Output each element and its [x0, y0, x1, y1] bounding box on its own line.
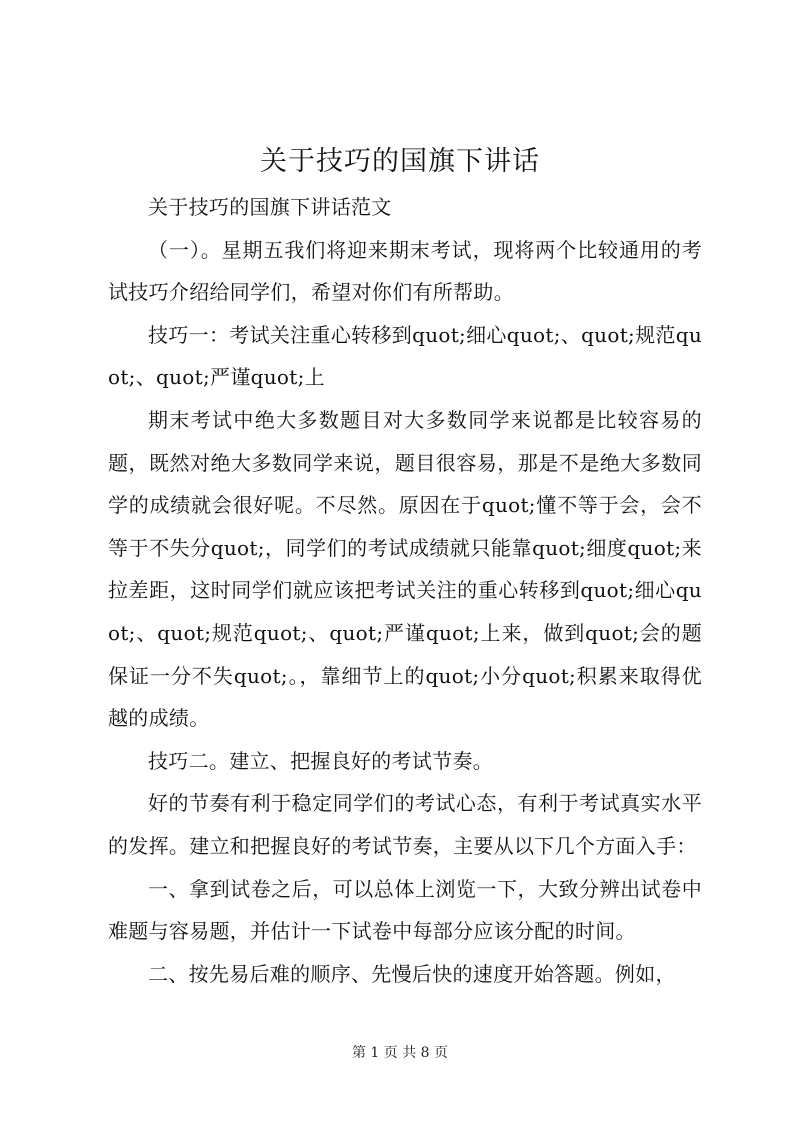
- page-footer: 第 1 页 共 8 页: [351, 1045, 449, 1061]
- paragraph-intro: （一）。星期五我们将迎来期末考试，现将两个比较通用的考试技巧介绍给同学们，希望对你们有所帮助。: [108, 237, 702, 305]
- paragraph-tip-two-heading: 技巧二。建立、把握良好的考试节奏。: [148, 748, 494, 773]
- paragraph-subtitle: 关于技巧的国旗下讲话范文: [148, 195, 392, 219]
- paragraph-step-one: 一、拿到试卷之后，可以总体上浏览一下，大致分辨出试卷中难题与容易题，并估计一下试卷中每部分应该分配的时间。: [108, 876, 702, 944]
- document-body: [108, 186, 702, 995]
- paragraph-step-two: 二、按先易后难的顺序、先慢后快的速度开始答题。例如，: [148, 961, 676, 986]
- paragraph-tip-one-body: 期末考试中绝大多数题目对大多数同学来说都是比较容易的题，既然对绝大多数同学来说，题目很容易，那是不是绝大多数同学的成绩就会很好呢。不尽然。原因在于quot;懂不等于会，会不等于不失分quot;，同学们的考试成绩就只能靠quot;细度quot;来拉差距，这时同学们就应该把考试关注的重心转移到quot;细心quot;、quot;规范quot;、quot;严谨quot;上来，做到quot;会的题保证一分不失quot;。，靠细节上的quot;小分quot;积累来取得优越的成绩。: [108, 407, 702, 731]
- paragraph-tip-two-body: 好的节奏有利于稳定同学们的考试心态，有利于考试真实水平的发挥。建立和把握良好的考试节奏，主要从以下几个方面入手：: [108, 791, 702, 858]
- paragraph-tip-one-heading: 技巧一：考试关注重心转移到quot;细心quot;、quot;规范quot;、quot;严谨quot;上: [108, 322, 702, 390]
- document-title: 关于技巧的国旗下讲话: [260, 146, 540, 177]
